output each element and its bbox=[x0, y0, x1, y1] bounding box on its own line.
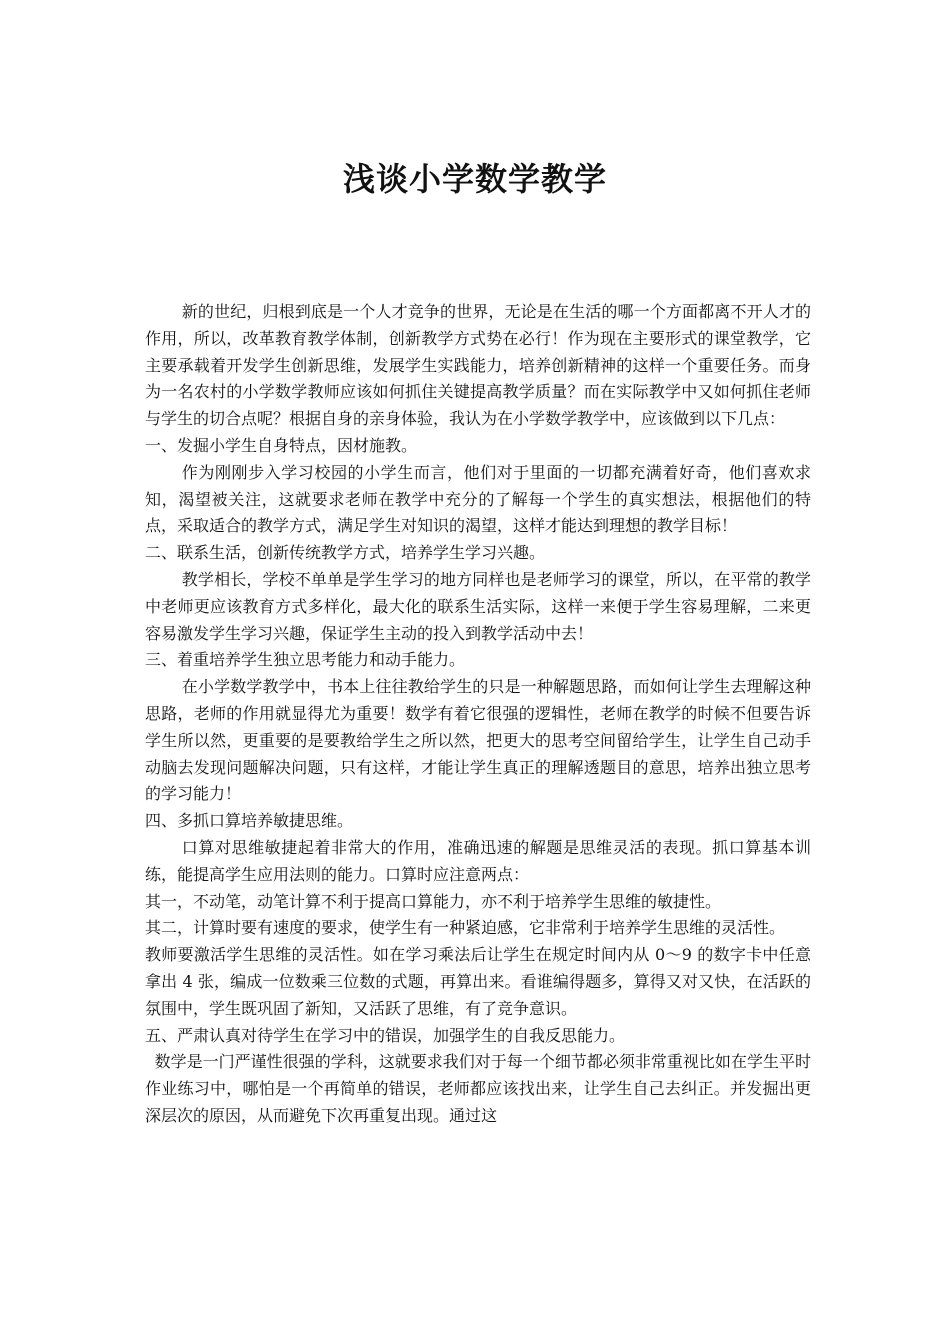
section-paragraph-4: 口算对思维敏捷起着非常大的作用，准确迅速的解题是思维灵活的表现。抓口算基本训练，能提高学生应用法则的能力。口算时应注意两点： bbox=[145, 837, 811, 884]
section-heading-1: 一、发掘小学生自身特点，因材施教。 bbox=[145, 435, 418, 455]
document-title: 浅谈小学数学教学 bbox=[342, 160, 607, 198]
section-paragraph-1: 作为刚刚步入学习校园的小学生而言，他们对于里面的一切都充满着好奇，他们喜欢求知，渴望被关注，这就要求老师在教学中充分的了解每一个学生的真实想法，根据他们的特点，采取适合的教学方式，满足学生对知识的渴望，这样才能达到理想的教学目标！ bbox=[145, 462, 811, 536]
section-heading-2: 二、联系生活，创新传统教学方式，培养学生学习兴趣。 bbox=[145, 543, 546, 563]
point-two-paragraph: 其二，计算时要有速度的要求，使学生有一种紧迫感，它非常利于培养学生思维的灵活性。 bbox=[145, 918, 786, 938]
section-heading-5: 五、严肃认真对待学生在学习中的错误，加强学生的自我反思能力。 bbox=[145, 1025, 626, 1045]
intro-paragraph: 新的世纪，归根到底是一个人才竞争的世界，无论是在生活的哪一个方面都离不开人才的作用，所以，改革教育教学体制，创新教学方式势在必行！作为现在主要形式的课堂教学，它主要承载着开发学生创新思维，发展学生实践能力，培养创新精神的这样一个重要任务。而身为一名农村的小学数学教师应该如何抓住关键提高教学质量？而在实际教学中又如何抓住老师与学生的切合点呢？根据自身的亲身体验，我认为在小学数学教学中，应该做到以下几点： bbox=[145, 302, 811, 429]
section-paragraph-3: 在小学数学教学中，书本上往往教给学生的只是一种解题思路，而如何让学生去理解这种思路，老师的作用就显得尤为重要！数学有着它很强的逻辑性，老师在教学的时候不但要告诉学生所以然，更重要的是要教给学生之所以然，把更大的思考空间留给学生，让学生自己动手动脑去发现问题解决问题，只有这样，才能让学生真正的理解透题目的意思，培养出独立思考的学习能力！ bbox=[145, 677, 811, 804]
section-heading-4: 四、多抓口算培养敏捷思维。 bbox=[145, 811, 354, 831]
point-one-paragraph: 其一，不动笔，动笔计算不利于提高口算能力，亦不利于培养学生思维的敏捷性。 bbox=[145, 891, 722, 911]
document-body bbox=[145, 299, 811, 1130]
section-paragraph-5: 数学是一门严谨性很强的学科，这就要求我们对于每一个细节都必须非常重视比如在学生平时作业练习中，哪怕是一个再简单的错误，老师都应该找出来，让学生自己去纠正。并发掘出更深层次的原因，从而避免下次再重复出现。通过这 bbox=[145, 1052, 811, 1125]
section-paragraph-2: 教学相长，学校不单单是学生学习的地方同样也是老师学习的课堂，所以，在平常的教学中老师更应该教育方式多样化，最大化的联系生活实际，这样一来便于学生容易理解，二来更容易激发学生学习兴趣，保证学生主动的投入到教学活动中去！ bbox=[145, 569, 811, 643]
teacher-activity-paragraph: 教师要激活学生思维的灵活性。如在学习乘法后让学生在规定时间内从 0～9 的数字卡中任意拿出 4 张，编成一位数乘三位数的式题，再算出来。看谁编得题多，算得又对又快，在活跃的氛围中，学生既巩固了新知，又活跃了思维，有了竞争意识。 bbox=[145, 945, 811, 1018]
section-heading-3: 三、着重培养学生独立思考能力和动手能力。 bbox=[145, 650, 466, 670]
